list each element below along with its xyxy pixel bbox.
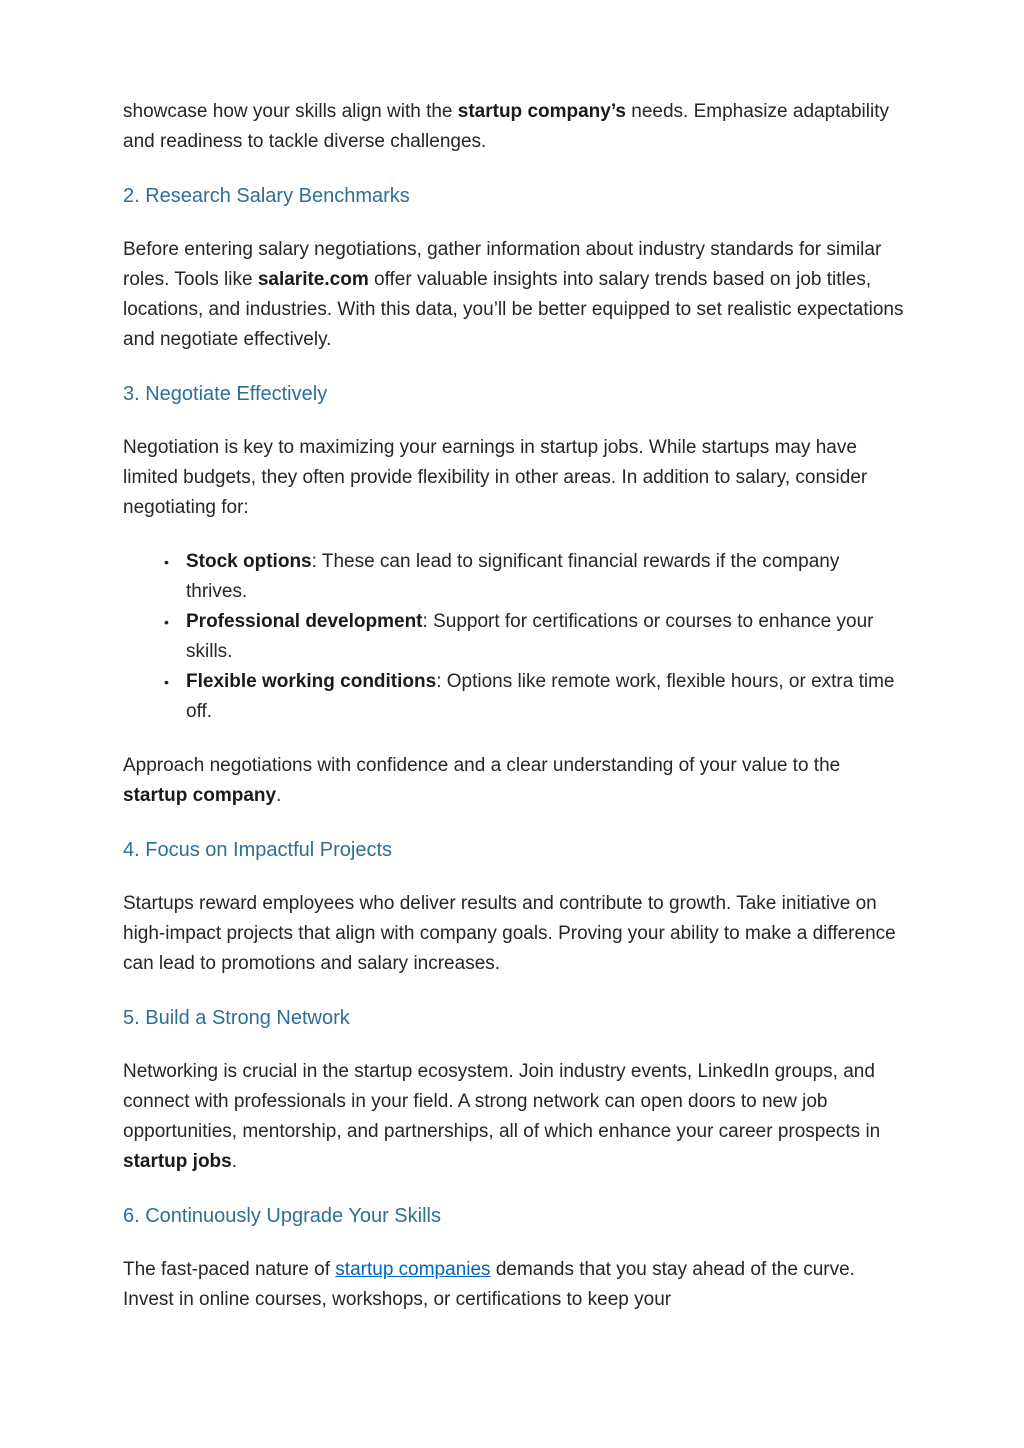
bold-text-stock-options: Stock options (186, 551, 312, 572)
paragraph-intro (123, 97, 905, 157)
bold-text-startup-companys: startup company’s (457, 101, 626, 122)
bold-text-startup-company: startup company (123, 785, 277, 806)
text-run: : These can lead to significant financial rewards if the company thrives. (186, 551, 840, 602)
heading-focus-on-impactful-projects: 4. Focus on Impactful Projects (123, 839, 393, 861)
text-run: : Support for certifications or courses to enhance your skills. (186, 611, 874, 662)
text-run: . (276, 785, 282, 806)
text-run: demands that you stay ahead of the curve. Invest in online courses, workshops, or certifications to keep your (123, 1259, 855, 1310)
heading-negotiate-effectively: 3. Negotiate Effectively (123, 383, 328, 405)
text-run: needs. Emphasize adaptability and readiness to tackle diverse challenges. (123, 101, 889, 152)
bold-text-professional-development: Professional development (186, 611, 423, 632)
text-run: Networking is crucial in the startup ecosystem. Join industry events, LinkedIn groups, and connect with professionals in your field. A strong network can open doors to new job opportunities, mentorship, and partnerships, all of which enhance your career prospects in (123, 1061, 881, 1142)
text-run: Before entering salary negotiations, gather information about industry standards for similar roles. Tools like (123, 239, 882, 290)
text-run: offer valuable insights into salary trends based on job titles, locations, and industries. With this data, you’ll be better equipped to set realistic expectations and negotiate effectively. (123, 269, 904, 350)
text-run: showcase how your skills align with the (123, 101, 458, 122)
paragraph-approach-negotiations (123, 751, 905, 811)
heading-research-salary-benchmarks: 2. Research Salary Benchmarks (123, 185, 410, 207)
list-item-stock-options (186, 547, 905, 607)
heading-continuously-upgrade-your-skills: 6. Continuously Upgrade Your Skills (123, 1205, 441, 1227)
paragraph-networking (123, 1057, 905, 1177)
bold-text-flexible-working-conditions: Flexible working conditions (186, 671, 437, 692)
paragraph-negotiation-intro: Negotiation is key to maximizing your earnings in startup jobs. While startups may have limited budgets, they often provide flexibility in other areas. In addition to salary, consider negotiating for: (123, 437, 868, 518)
negotiation-bullet-list (123, 547, 905, 727)
list-item-flexible-working-conditions (186, 667, 905, 727)
paragraph-impactful-projects: Startups reward employees who deliver results and contribute to growth. Take initiative on high-impact projects that align with company goals. Proving your ability to make a difference can lead to promotions and salary increases. (123, 893, 896, 974)
text-run: Approach negotiations with confidence and a clear understanding of your value to the (123, 755, 841, 776)
text-run: . (231, 1151, 238, 1172)
text-run: : Options like remote work, flexible hours, or extra time off. (186, 671, 895, 722)
paragraph-salary-benchmarks (123, 235, 905, 355)
paragraph-upgrade-skills (123, 1255, 905, 1315)
heading-build-a-strong-network: 5. Build a Strong Network (123, 1007, 350, 1029)
startup-companies-link[interactable]: startup companies (335, 1259, 491, 1280)
bold-text-salarite-com: salarite.com (257, 269, 369, 290)
bold-text-startup-jobs: startup jobs (123, 1151, 232, 1172)
text-run: The fast-paced nature of (123, 1259, 336, 1280)
list-item-professional-development (186, 607, 905, 667)
